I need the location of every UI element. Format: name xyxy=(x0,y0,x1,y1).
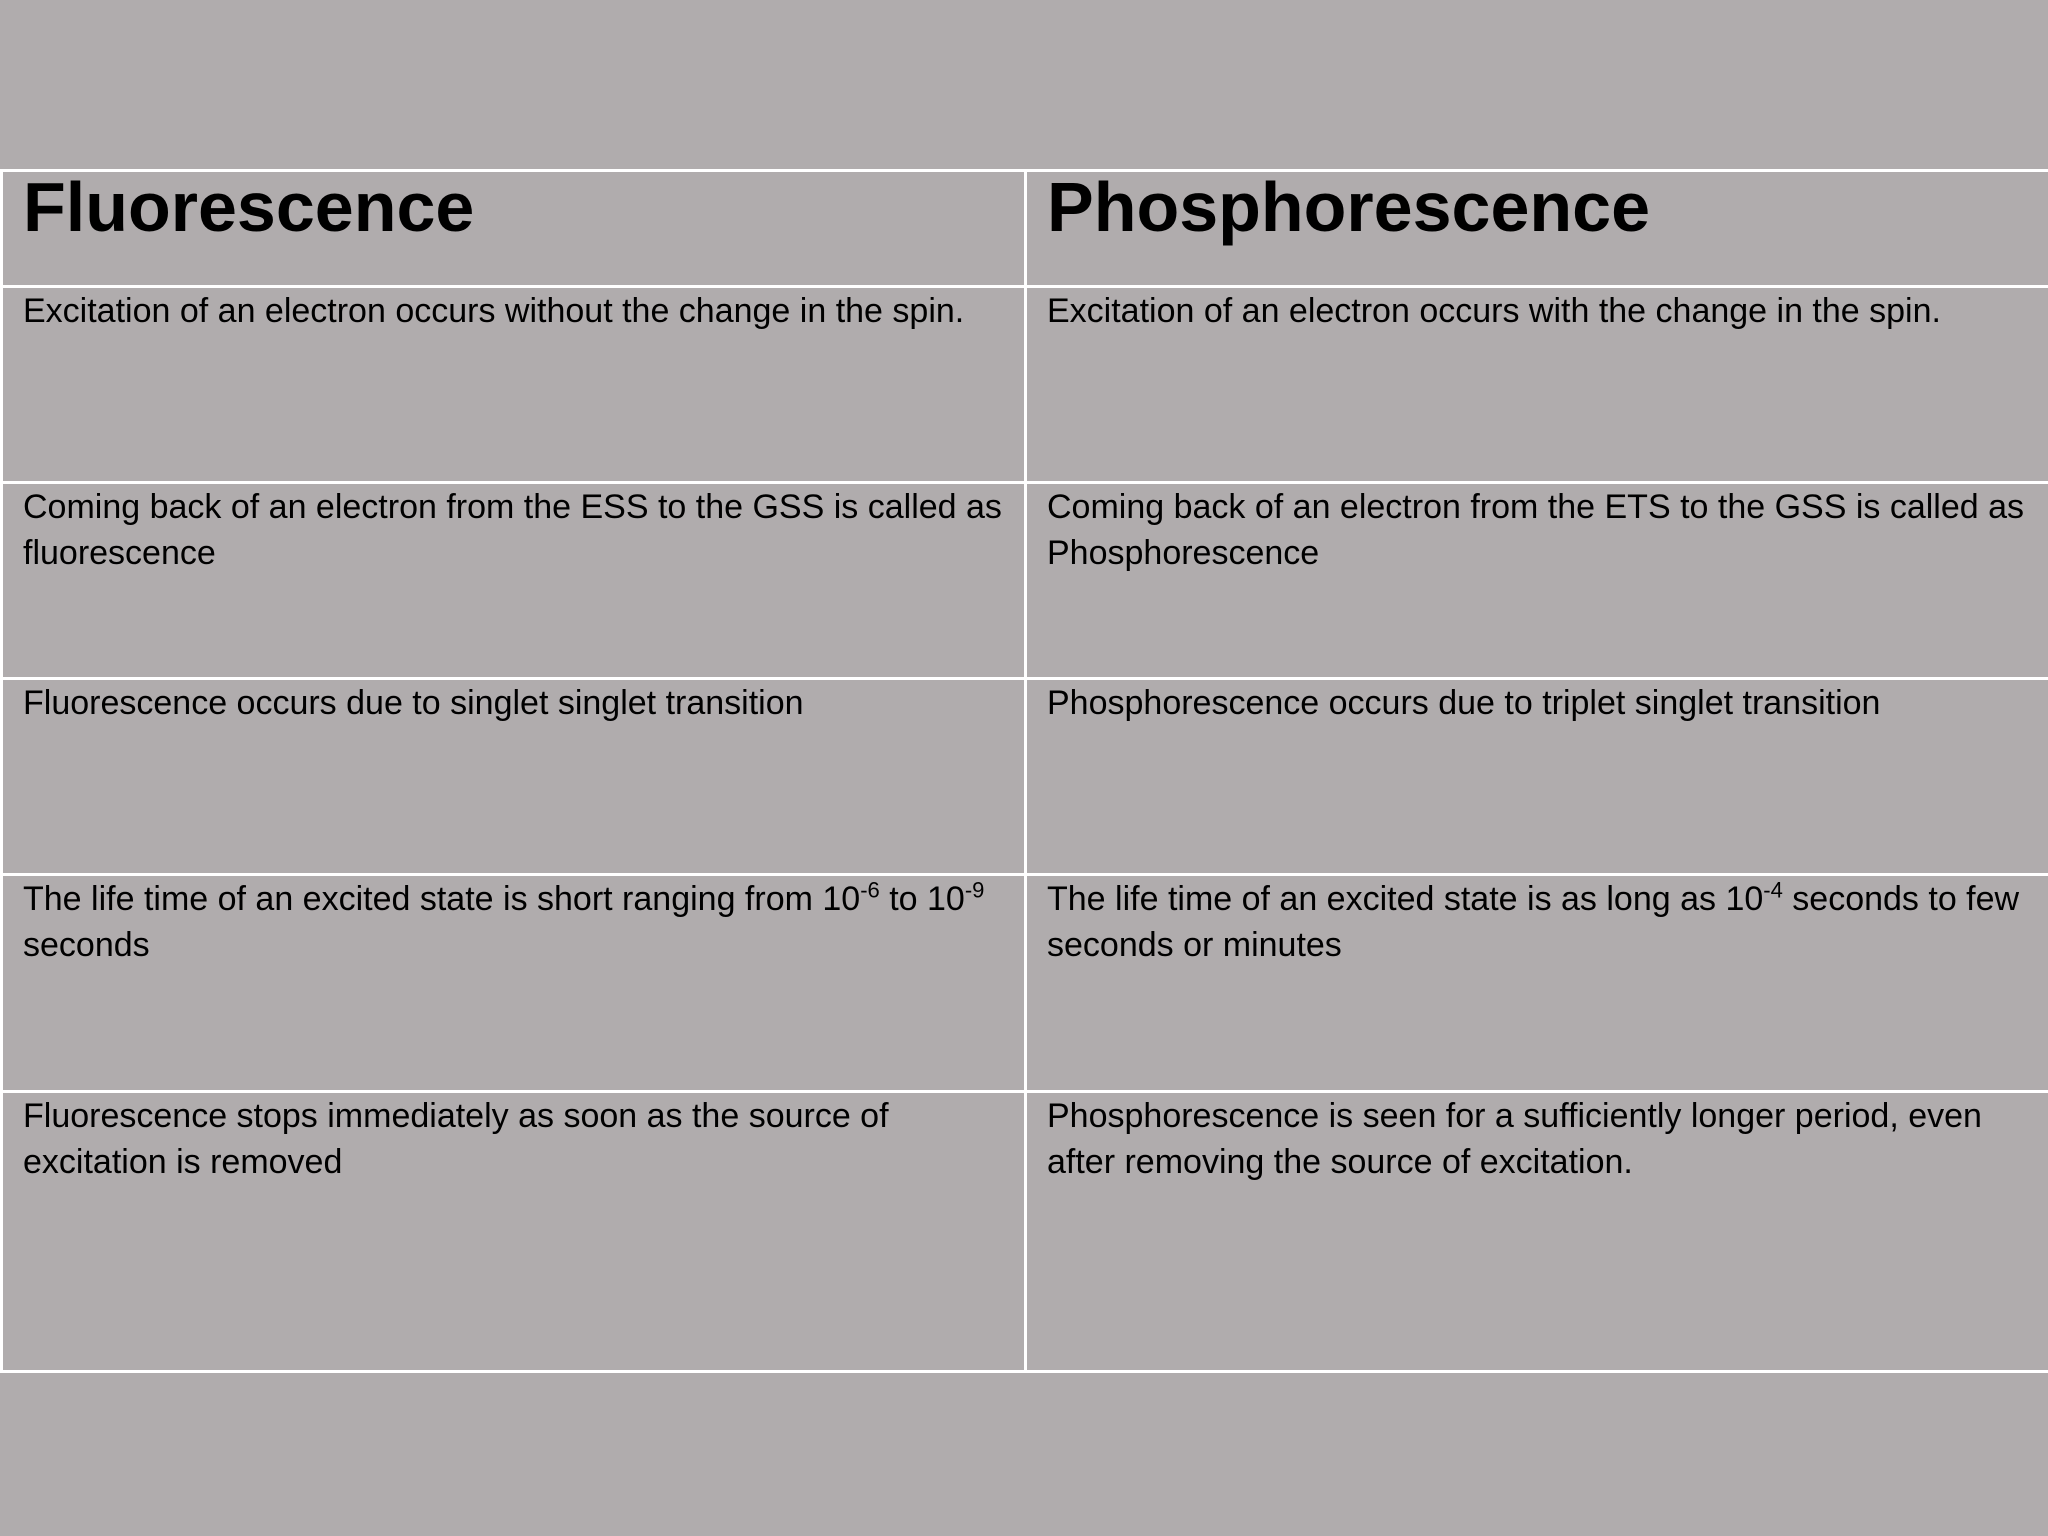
lifetime-text-2: to 10 xyxy=(879,880,965,918)
lifetime-text-1: The life time of an excited state is as long as 10 xyxy=(1047,880,1764,918)
table-row xyxy=(2,679,2048,875)
cell-fluorescence-return: Coming back of an electron from the ESS to the GSS is called as fluorescence xyxy=(2,483,1026,679)
table-row xyxy=(2,287,2048,483)
cell-phosphorescence-transition: Phosphorescence occurs due to triplet singlet transition xyxy=(1026,679,2048,875)
comparison-table xyxy=(0,169,2048,1373)
cell-phosphorescence-return: Coming back of an electron from the ETS to the GSS is called as Phosphorescence xyxy=(1026,483,2048,679)
cell-phosphorescence-duration: Phosphorescence is seen for a sufficiently longer period, even after removing the source of excitation. xyxy=(1026,1092,2048,1372)
table-row xyxy=(2,483,2048,679)
lifetime-text-1: The life time of an excited state is short ranging from 10 xyxy=(23,880,861,918)
header-phosphorescence: Phosphorescence xyxy=(1026,171,2048,287)
exponent: -9 xyxy=(964,877,985,903)
cell-phosphorescence-lifetime xyxy=(1026,875,2048,1092)
cell-fluorescence-transition: Fluorescence occurs due to singlet singlet transition xyxy=(2,679,1026,875)
cell-fluorescence-spin: Excitation of an electron occurs without the change in the spin. xyxy=(2,287,1026,483)
exponent: -4 xyxy=(1763,877,1783,903)
table-header-row xyxy=(2,171,2048,287)
table-row xyxy=(2,875,2048,1092)
lifetime-text-2: seconds to few seconds or minutes xyxy=(1047,880,2020,964)
table-row xyxy=(2,1092,2048,1372)
lifetime-text-3: seconds xyxy=(23,926,150,964)
cell-fluorescence-lifetime xyxy=(2,875,1026,1092)
exponent: -6 xyxy=(860,877,880,903)
header-fluorescence: Fluorescence xyxy=(2,171,1026,287)
cell-fluorescence-duration: Fluorescence stops immediately as soon as the source of excitation is removed xyxy=(2,1092,1026,1372)
cell-phosphorescence-spin: Excitation of an electron occurs with the change in the spin. xyxy=(1026,287,2048,483)
